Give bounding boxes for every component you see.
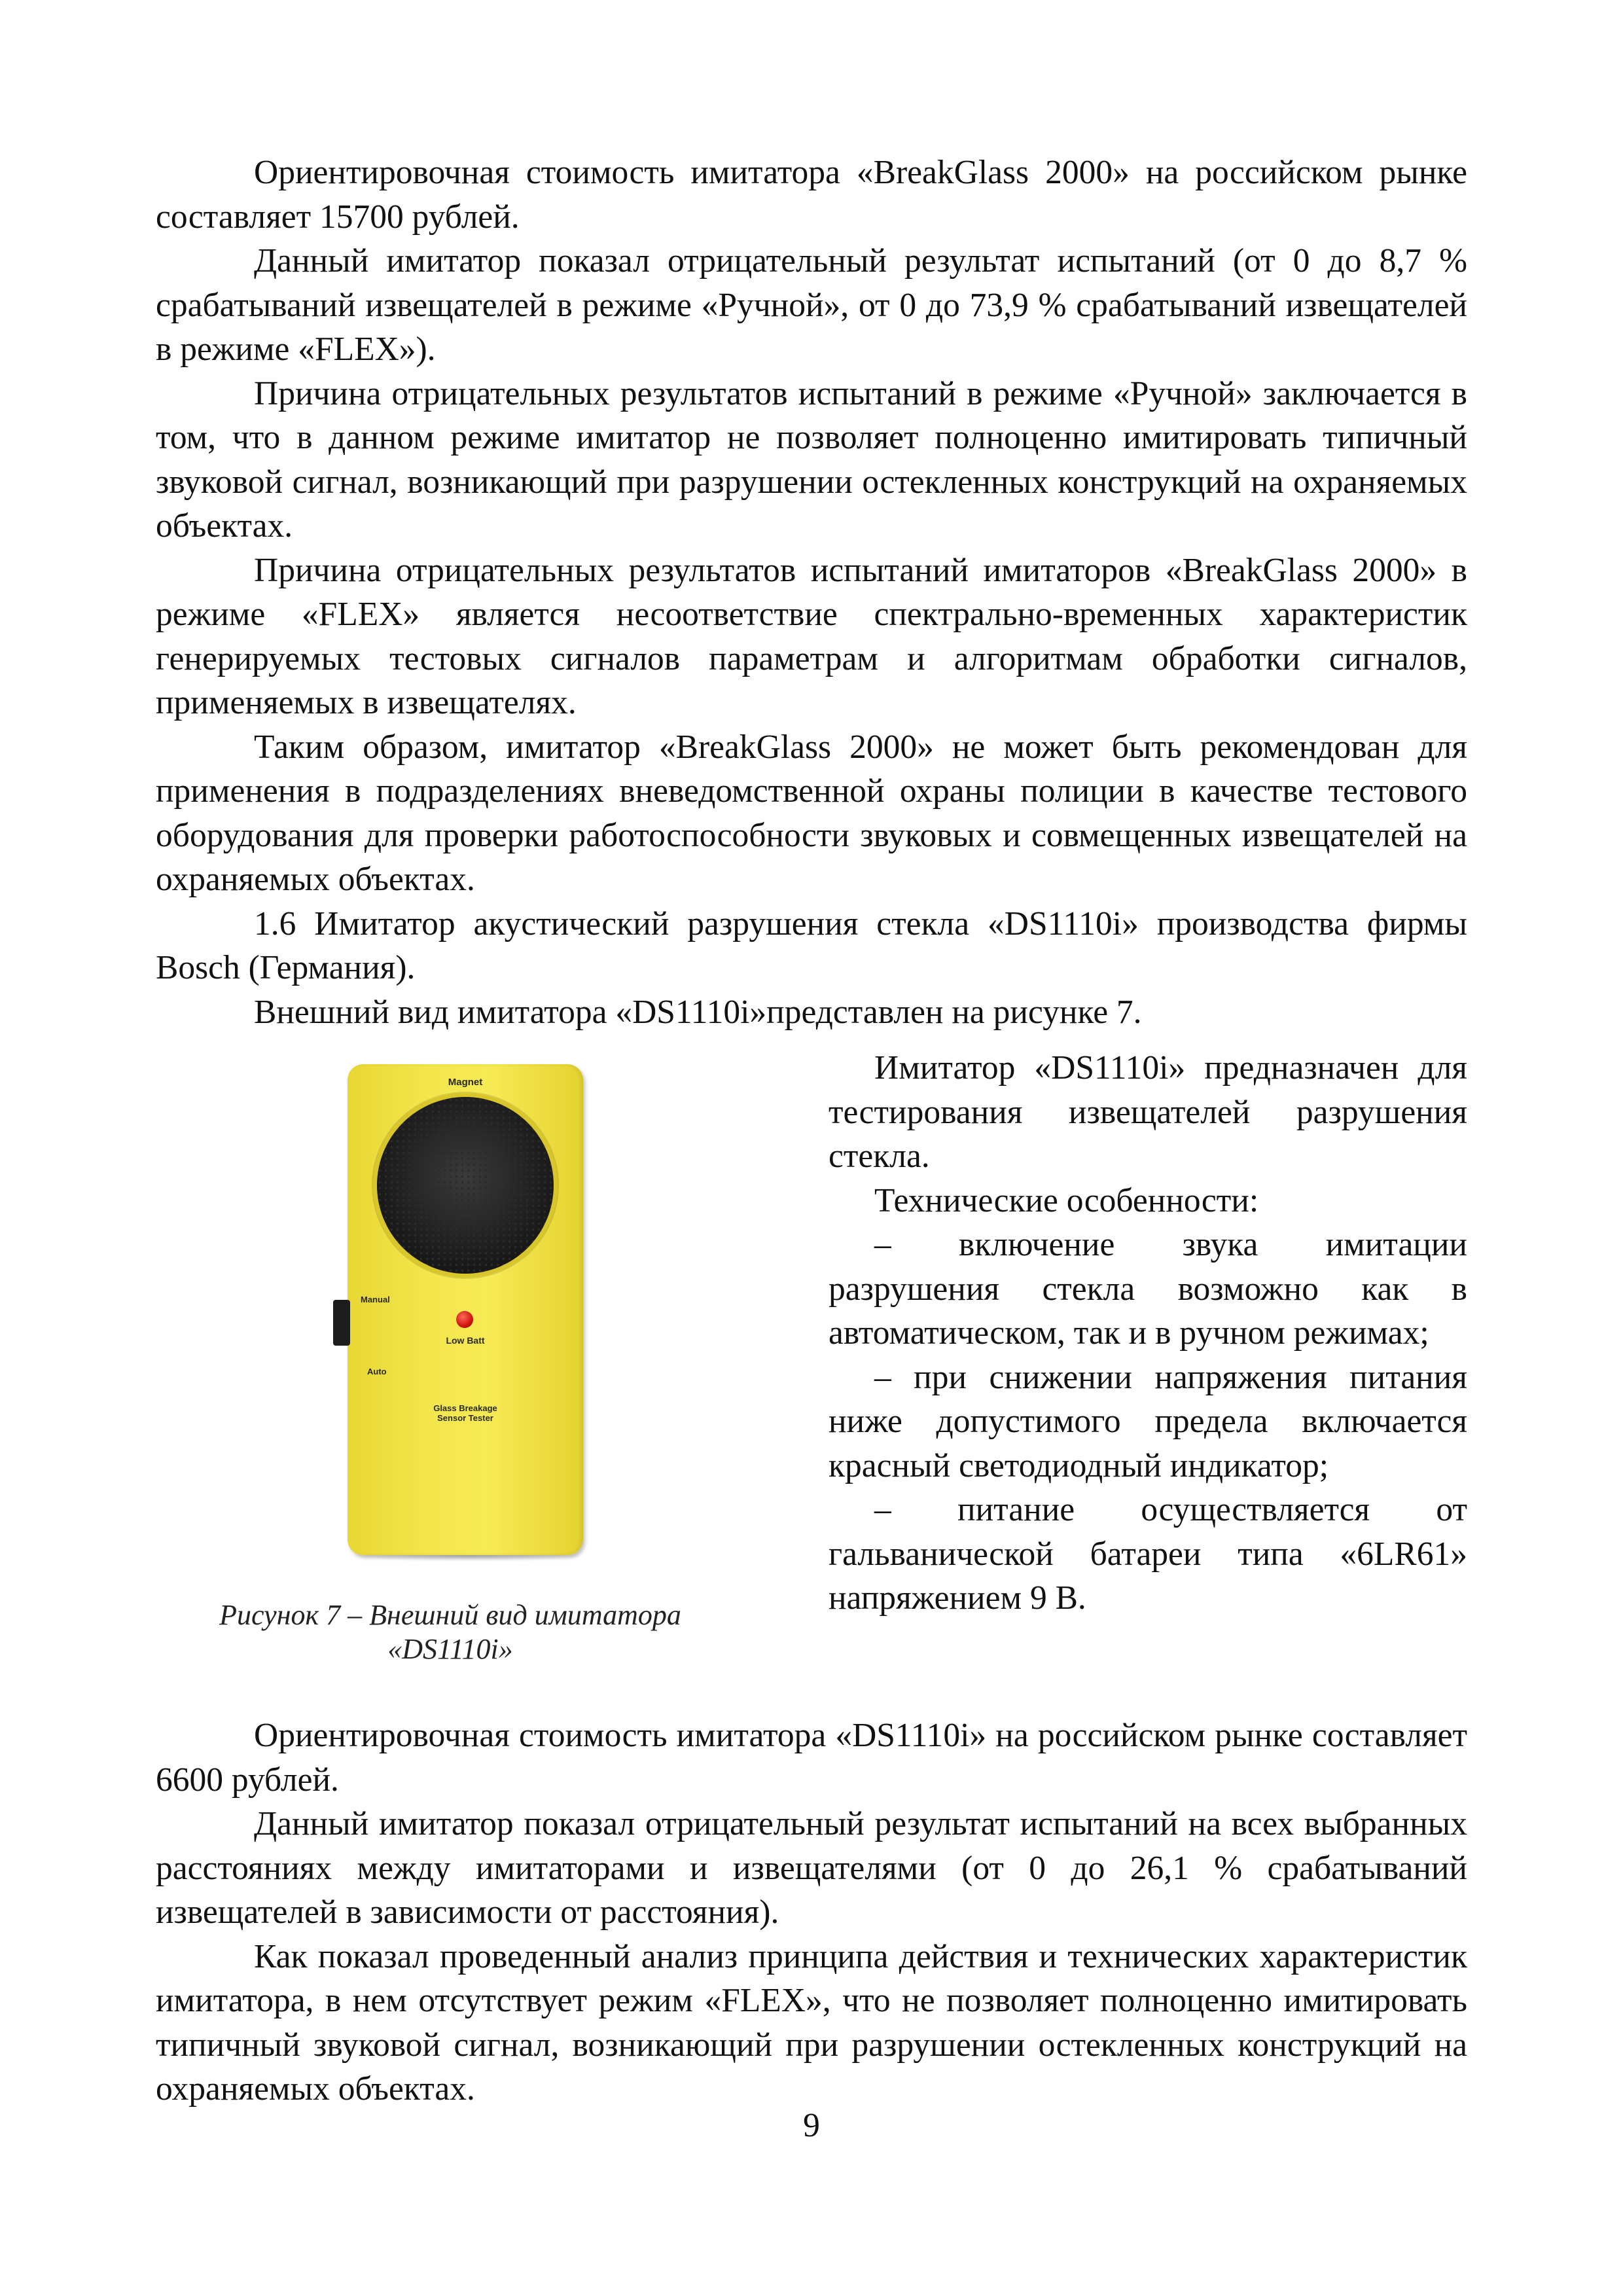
- figure-7: [156, 1046, 745, 1666]
- page-number: 9: [803, 2107, 820, 2144]
- paragraph-manual-mode-reason: Причина отрицательных результатов испытаний в режиме «Ручной» заключается в том, что в данном режиме имитатор не позволяет полноценно имитировать типичный звуковой сигнал, возникающий при разрушении остекленных конструкций на охраняемых объектах.: [156, 374, 1467, 545]
- paragraph-ds1110i-results: Данный имитатор показал отрицательный результат испытаний на всех выбранных расстояниях между имитаторами и извещателями (от 0 до 26,1 % срабатываний извещателей в зависимости от расстояния).: [156, 1805, 1467, 1931]
- speaker-grille-icon: [377, 1097, 554, 1274]
- ds1110i-device: [348, 1064, 583, 1555]
- device-label-low-batt: Low Batt: [446, 1335, 485, 1346]
- figure-caption-line2: «DS1110i»: [387, 1633, 513, 1665]
- description-purpose: Имитатор «DS1110i» предназначен для тестирования извещателей разрушения стекла.: [829, 1049, 1467, 1175]
- paragraph-flex-mode-reason: Причина отрицательных результатов испытаний имитаторов «BreakGlass 2000» в режиме «FLEX» является несоответствие спектрально-временных характеристик генерируемых тестовых сигналов параметрам и алгоритмам обработки сигналов, применяемых в извещателях.: [156, 551, 1467, 721]
- section-heading-ds1110i: 1.6 Имитатор акустический разрушения стекла «DS1110i» производства фирмы Bosch (Германия).: [156, 905, 1467, 986]
- device-label-magnet: Magnet: [448, 1077, 483, 1088]
- device-description: [829, 1046, 1467, 1621]
- device-photo: [156, 1046, 745, 1594]
- paragraph-cost-breakglass: Ориентировочная стоимость имитатора «BreakGlass 2000» на российском рынке составляет 15700 рублей.: [156, 154, 1467, 236]
- device-label-auto: Auto: [367, 1367, 387, 1376]
- paragraph-ds1110i-analysis: Как показал проведенный анализ принципа действия и технических характеристик имитатора, в нем отсутствует режим «FLEX», что не позволяет полноценно имитировать типичный звуковой сигнал, возникающий при разрушении остекленных конструкций на охраняемых объектах.: [156, 1937, 1467, 2108]
- figure-caption-line1: Рисунок 7 – Внешний вид имитатора: [219, 1599, 681, 1631]
- paragraph-conclusion-breakglass: Таким образом, имитатор «BreakGlass 2000» не может быть рекомендован для применения в подразделениях вневедомственной охраны полиции в качестве тестового оборудования для проверки работоспособности звуковых и совмещенных извещателей на охраняемых объектах.: [156, 728, 1467, 898]
- figure-and-description: [156, 1046, 1467, 1713]
- paragraph-cost-ds1110i: Ориентировочная стоимость имитатора «DS1110i» на российском рынке составляет 6600 рублей.: [156, 1717, 1467, 1799]
- description-feature-battery: – питание осуществляется от гальванической батареи типа «6LR61» напряжением 9 В.: [829, 1491, 1467, 1617]
- device-label-tester-text: Glass Breakage Sensor Tester: [433, 1403, 497, 1423]
- description-features-heading: Технические особенности:: [874, 1181, 1259, 1219]
- figure-caption: [156, 1598, 745, 1666]
- paragraph-figure-reference: Внешний вид имитатора «DS1110i»представлен на рисунке 7.: [254, 993, 1142, 1031]
- description-feature-led: – при снижении напряжения питания ниже допустимого предела включается красный светодиодный индикатор;: [829, 1358, 1467, 1484]
- device-label-tester: [348, 1403, 583, 1423]
- paragraph-breakglass-results: Данный имитатор показал отрицательный результат испытаний (от 0 до 8,7 % срабатываний извещателей в режиме «Ручной», от 0 до 73,9 % срабатываний извещателей в режиме «FLEX»).: [156, 242, 1467, 368]
- description-feature-sound: – включение звука имитации разрушения стекла возможно как в автоматическом, так и в ручном режимах;: [829, 1226, 1467, 1352]
- page-body: [156, 151, 1467, 2111]
- led-indicator-icon: [456, 1311, 473, 1328]
- device-label-manual: Manual: [361, 1295, 390, 1304]
